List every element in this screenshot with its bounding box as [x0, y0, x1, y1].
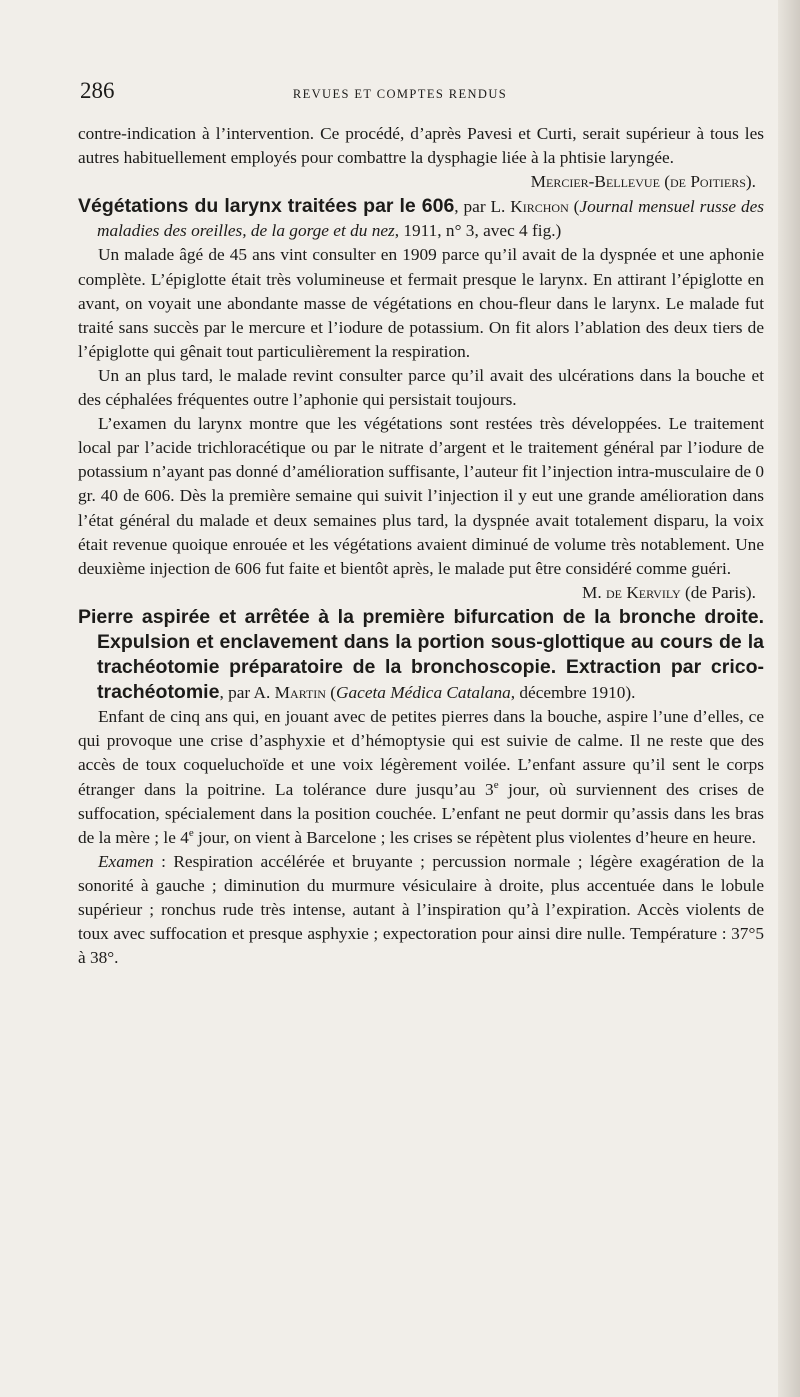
article-author: Kirchon: [510, 197, 569, 217]
signature-prefix: M.: [581, 582, 606, 602]
article-paragraph: L’examen du larynx montre que les végétations sont restées très développées. Le traitement local par l’acide trichloracétique ou par le nitrate d’argent et le traitement général par l’iodure de potassium n’ayant pas donné d’amélioration suffisante, l’auteur fit l’injection intra-musculaire de 0 gr. 40 de 606. Dès la première semaine qui suivit l’injection il y eut une grande amélioration dans l’état général du malade et deux semaines plus tard, la dyspnée avait totalement disparu, la voix était revenue quoique enrouée et les végétations avaient diminué de volume très notablement. Une deuxième injection de 606 fut faite et bientôt après, le malade put être considéré comme guéri.: [78, 414, 764, 578]
source-open: (: [325, 683, 337, 703]
signature-name: de Kervily: [606, 582, 681, 602]
previous-article-signature: Mercier-Bellevue (de Poitiers).: [530, 172, 756, 192]
source-details: , 1911, n° 3, avec 4 fig.): [394, 221, 562, 241]
article-paragraph: Enfant de cinq ans qui, en jouant avec de petites pierres dans la bouche, aspire l’une d’elles, ce qui provoque une crise d’asphyxie et d’hémoptysie qui est suivie de calme. Il ne reste que des accès de toux coqueluchoïde et une voix légèrement voilée. L’enfant assure qu’il sent le corps étranger dans la poitrine. La tolérance dure jusqu’au 3e jour, où surviennent des crises de suffocation, spécialement dans la position couchée. L’enfant ne peut dormir qu’assis dans les bras de la mère ; le 4e jour, on vient à Barcelone ; les crises se répètent plus violentes d’heure en heure.: [78, 707, 764, 847]
exam-text: : Respiration accélérée et bruyante ; percussion normale ; légère exagération de la sonorité à gauche ; diminution du murmure vésiculaire à droite, plus accentuée dans le lobule supérieur ; ronchus rude très intense, autant à l’inspiration qu’à l’expiration. Accès violents de toux avec suffocation et presque asphyxie ; expectoration pour ainsi dire nulle. Température : 37°5 à 38°.: [78, 851, 764, 968]
journal-name: Gaceta Médica Catalana: [336, 683, 511, 703]
article-paragraph: Un an plus tard, le malade revint consulter parce qu’il avait des ulcérations dans la bouche et des céphalées fréquentes outre l’aphonie qui persistait toujours.: [78, 365, 764, 410]
article-paragraph: Un malade âgé de 45 ans vint consulter en 1909 parce qu’il avait de la dyspnée et une aphonie complète. L’épiglotte était très volumineuse et fermait presque le larynx. En attirant l’épiglotte en avant, on voyait une abondante masse de végétations en chou-fleur dans le larynx. Le malade fut traité sans succès par le mercure et l’iodure de potassium. On fit alors l’ablation des deux tiers de l’épiglotte qui gênait tout particulièrement la respiration.: [78, 245, 764, 361]
superscript: e: [493, 778, 499, 791]
superscript: e: [188, 826, 194, 839]
article-heading-vegetations: [78, 194, 764, 243]
article-title: Végétations du larynx traitées par le 606: [78, 195, 455, 218]
page-number: 286: [80, 78, 115, 103]
exam-paragraph: [78, 850, 764, 970]
page-header: [80, 78, 720, 108]
signature-suffix: (de Paris).: [680, 582, 756, 602]
by-label: , par A.: [219, 683, 275, 703]
text-column: [78, 122, 764, 970]
article-heading-pierre-aspiree: [78, 605, 764, 705]
exam-label: Examen: [98, 851, 154, 871]
by-label: , par L.: [454, 197, 511, 217]
source-details: , décembre 1910).: [510, 683, 636, 703]
running-title: REVUES ET COMPTES RENDUS: [292, 87, 508, 101]
previous-article-ending: contre-indication à l’intervention. Ce procédé, d’après Pavesi et Curti, serait supérieur à tous les autres habituellement employés pour combattre la dysphagie liée à la phtisie laryngée.: [78, 124, 764, 168]
article-author: Martin: [274, 683, 326, 703]
page-gutter-shadow: [778, 0, 800, 1397]
journal-name: Journal mensuel russe des maladies des oreilles, de la gorge et du nez: [97, 197, 765, 241]
source-open: (: [568, 197, 580, 217]
article-signature: [78, 581, 764, 605]
article-title: Pierre aspirée et arrêtée à la première bifurcation de la bronche droite. Expulsion et enclavement dans la portion sous-glottique au cours de la trachéotomie préparatoire de la bronchoscopie. Extraction par crico-trachéotomie: [78, 605, 764, 704]
